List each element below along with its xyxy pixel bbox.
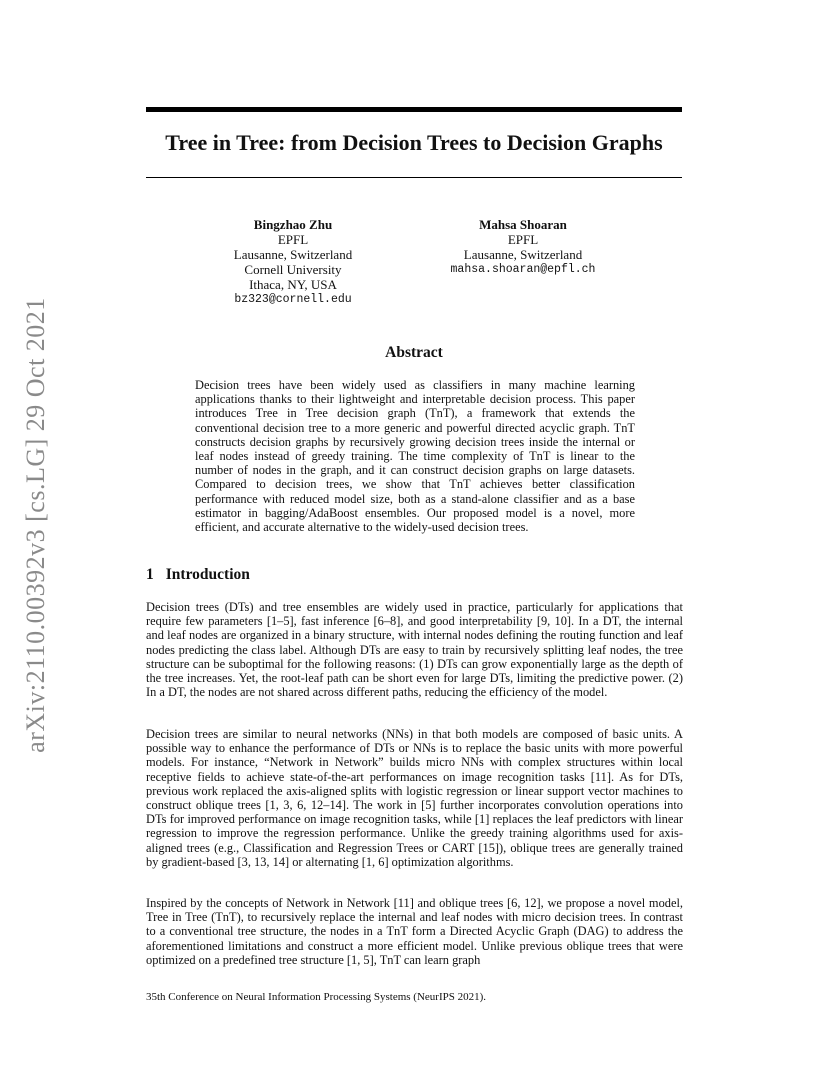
section-number: 1 bbox=[146, 566, 154, 583]
conference-footnote: 35th Conference on Neural Information Processing Systems (NeurIPS 2021). bbox=[146, 991, 487, 1003]
title-bottom-rule bbox=[146, 177, 682, 178]
author-name: Mahsa Shoaran bbox=[479, 217, 567, 232]
intro-paragraph-1: Decision trees (DTs) and tree ensembles are widely used in practice, particularly for applications that require few parameters [1–5], fast inference [6–8], and good interpretability [9, 10]. In a DT, the internal and leaf nodes are organized in a binary structure, with internal nodes defining the routing function and leaf nodes predicting the class label. Although DTs are easy to train by recursively splitting leaf nodes, the tree structure can be suboptimal for the following reasons: (1) DTs can grow exponentially large as the depth of the tree increases. Yet, the root-leaf path can be short even for large DTs, limiting the predictive power. (2) In a DT, the nodes are not shared across different paths, reducing the efficiency of the model. bbox=[146, 600, 683, 700]
author-affiliation: Ithaca, NY, USA bbox=[249, 277, 337, 292]
abstract-heading: Abstract bbox=[385, 344, 443, 361]
section-heading bbox=[146, 566, 250, 584]
paper-title: Tree in Tree: from Decision Trees to Decision Graphs bbox=[165, 130, 663, 155]
arxiv-side-label bbox=[6, 290, 66, 760]
author-affiliation: Lausanne, Switzerland bbox=[463, 247, 583, 262]
section-title: Introduction bbox=[165, 566, 250, 583]
author-email: mahsa.shoaran@epfl.ch bbox=[450, 263, 596, 276]
title-top-rule bbox=[146, 107, 682, 112]
arxiv-id-text: arXiv:2110.00392v3 [cs.LG] 29 Oct 2021 bbox=[21, 297, 51, 753]
author-email: bz323@cornell.edu bbox=[234, 293, 352, 306]
author-affiliation: Cornell University bbox=[244, 262, 342, 277]
author-affiliation: EPFL bbox=[507, 232, 539, 247]
author-affiliation: Lausanne, Switzerland bbox=[233, 247, 353, 262]
intro-paragraph-2: Decision trees are similar to neural networks (NNs) in that both models are composed of basic units. A possible way to enhance the performance of DTs or NNs is to replace the basic units with more powerful models. For instance, “Network in Network” builds micro NNs with complex structures within local receptive fields to achieve state-of-the-art performances on image recognition tasks [11]. As for DTs, previous work replaced the axis-aligned splits with logistic regression or linear support vector machines to construct oblique trees [1, 3, 6, 12–14]. The work in [5] further incorporates convolution operations into DTs for improved performance on image recognition tasks, while [1] replaces the leaf predictors with linear regression to improve the regression performance. Unlike the greedy training algorithms used for axis-aligned trees (e.g., Classification and Regression Trees or CART [15]), oblique trees are generally trained by gradient-based [3, 13, 14] or alternating [1, 6] optimization algorithms. bbox=[146, 727, 683, 869]
author-name: Bingzhao Zhu bbox=[253, 217, 333, 232]
abstract-text: Decision trees have been widely used as classifiers in many machine learning applications thanks to their lightweight and interpretable decision process. This paper introduces Tree in Tree decision graph (TnT), a framework that extends the conventional decision tree to a more generic and powerful directed acyclic graph. TnT constructs decision graphs by recursively growing decision trees inside the internal or leaf nodes instead of greedy training. The time complexity of TnT is linear to the number of nodes in the graph, and it can construct decision graphs on large datasets. Compared to decision trees, we show that TnT achieves better classification performance with reduced model size, both as a stand-alone classifier and as a base estimator in bagging/AdaBoost ensembles. Our proposed model is a novel, more efficient, and accurate alternative to the widely-used decision trees. bbox=[195, 378, 635, 535]
intro-paragraph-3: Inspired by the concepts of Network in Network [11] and oblique trees [6, 12], we propose a novel model, Tree in Tree (TnT), to recursively replace the internal and leaf nodes with micro decision trees. In contrast to a conventional tree structure, the nodes in a TnT form a Directed Acyclic Graph (DAG) to address the aforementioned limitations and construct a more efficient model. Unlike previous oblique trees that were optimized on a predefined tree structure [1, 5], TnT can learn graph bbox=[146, 896, 683, 967]
author-affiliation: EPFL bbox=[277, 232, 309, 247]
author-block-1 bbox=[210, 217, 376, 307]
author-block-2 bbox=[440, 217, 606, 277]
